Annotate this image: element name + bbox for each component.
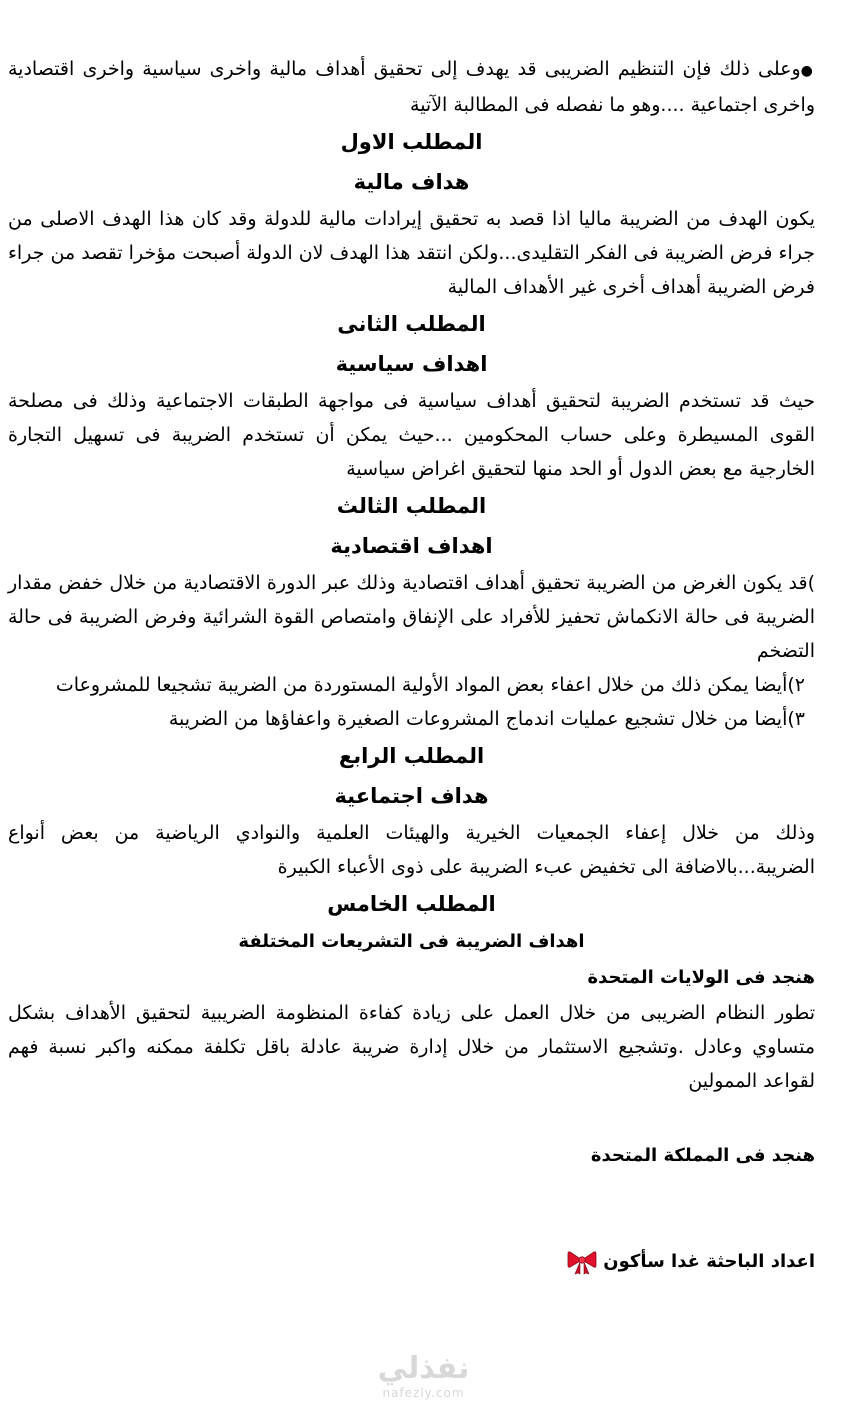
section3-subtitle: اهداف اقتصادية — [330, 534, 493, 558]
section3-item-3: ٣)أيضا من خلال تشجيع عمليات اندماج المشروعات الصغيرة واعفاؤها من الضريبة — [168, 708, 805, 730]
author-credit — [8, 1244, 815, 1280]
spacer — [8, 1098, 815, 1138]
section4-body: وذلك من خلال إعفاء الجمعيات الخيرية والهيئات العلمية والنوادي الرياضية من بعض أنواع الضريبة...بالاضافة الى تخفيض عبء الضريبة على ذوى الأعباء الكبيرة — [8, 822, 815, 878]
section3-title: المطلب الثالث — [336, 494, 487, 518]
section1-body: يكون الهدف من الضريبة ماليا اذا قصد به تحقيق إيرادات مالية للدولة وقد كان هذا الهدف الاصلى من جراء فرض الضريبة فى الفكر التقليدى...ولكن انتقد هذا الهدف لان الدولة أصبحت مؤخرا تقصد من جراء فرض الضريبة أهداف أخرى غير الأهداف المالية — [8, 208, 815, 298]
section3-item-1: )قد يكون الغرض من الضريبة تحقيق أهداف اقتصادية وذلك عبر الدورة الاقتصادية من خلال خفض مقدار الضريبة فى حالة الانكماش تحفيز للأفراد على الإنفاق وامتصاص القوة الشرائية وفرض الضريبة فى حالة التضخم — [8, 572, 815, 662]
intro-text: وعلى ذلك فإن التنظيم الضريبى قد يهدف إلى تحقيق أهداف مالية واخرى سياسية واخرى اقتصادية واخرى اجتماعية ....وهو ما نفصله فى المطالبة الآتية — [8, 58, 815, 116]
watermark — [0, 1352, 847, 1400]
section2-subtitle: اهداف سياسية — [335, 352, 488, 376]
section1-subtitle: هداف مالية — [353, 170, 470, 194]
us-heading: هنجد فى الولايات المتحدة — [587, 967, 815, 988]
section2-title: المطلب الثانى — [337, 312, 486, 336]
section4-subtitle: هداف اجتماعية — [334, 784, 489, 808]
spacer — [8, 1174, 815, 1244]
section4-title: المطلب الرابع — [338, 744, 485, 768]
section2-body: حيث قد تستخدم الضريبة لتحقيق أهداف سياسية فى مواجهة الطبقات الاجتماعية وذلك فى مصلحة القوى المسيطرة وعلى حساب المحكومين ...حيث يمكن أن تستخدم الضريبة فى تسهيل التجارة الخارجية مع بعض الدول أو الحد منها لتحقيق اغراض سياسية — [8, 390, 815, 480]
section1-title: المطلب الاول — [340, 130, 483, 154]
section5-subtitle: اهداف الضريبة فى التشريعات المختلفة — [238, 931, 585, 952]
intro-paragraph — [8, 52, 815, 122]
author-text: اعداد الباحثة غدا سأكون — [603, 1251, 815, 1272]
uk-heading: هنجد فى المملكة المتحدة — [590, 1145, 815, 1166]
us-body: تطور النظام الضريبى من خلال العمل على زيادة كفاءة المنظومة الضريبية لتحقيق الأهداف بشكل متساوي وعادل .وتشجيع الاستثمار من خلال إدارة ضريبة عادلة باقل تكلفة ممكنه واكبر نسبة فهم لقواعد الممولين — [8, 1002, 815, 1092]
watermark-latin: nafezly.com — [382, 1386, 465, 1400]
section3-item-2: ٢)أيضا يمكن ذلك من خلال اعفاء بعض المواد الأولية المستوردة من الضريبة تشجيعا للمشروعات — [55, 674, 805, 696]
ribbon-icon — [567, 1249, 597, 1275]
section5-title: المطلب الخامس — [327, 892, 496, 916]
watermark-arabic: نفذلي — [377, 1351, 470, 1386]
bullet-icon: ● — [800, 63, 815, 79]
